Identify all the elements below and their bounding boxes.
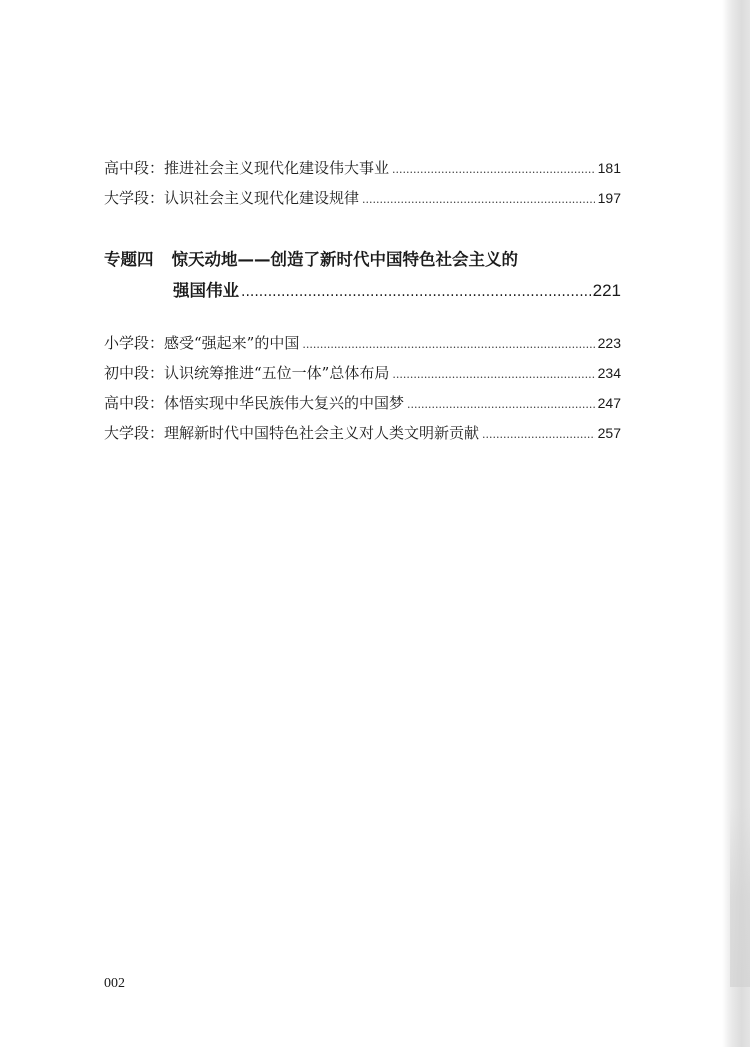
- page-edge-decoration: [730, 807, 750, 987]
- topic-title-line2: 强国伟业: [173, 281, 239, 300]
- toc-leader-dots: [407, 396, 595, 414]
- toc-entry-page: 223: [597, 335, 621, 351]
- topic-title-line1: 惊天动地——创造了新时代中国特色社会主义的: [171, 250, 518, 269]
- toc-entry[interactable]: [104, 422, 621, 444]
- toc-leader-dots: [392, 161, 595, 179]
- toc-entry-label: 初中段：认识统筹推进“五位一体”总体布局: [104, 364, 390, 382]
- toc-entry-page: 181: [597, 160, 621, 176]
- toc-leader-dots: [241, 282, 591, 302]
- topic-number: 专题四: [104, 250, 154, 269]
- toc-entry[interactable]: [104, 362, 621, 384]
- toc-entry[interactable]: [104, 392, 621, 414]
- toc-leader-dots: [482, 426, 595, 444]
- toc-leader-dots: [302, 336, 594, 354]
- topic-page: 221: [592, 281, 621, 300]
- toc-entry-label: 大学段：认识社会主义现代化建设规律: [104, 189, 360, 207]
- toc-entry-page: 197: [597, 190, 621, 206]
- topic-heading-continuation[interactable]: [173, 277, 621, 301]
- topic-heading[interactable]: [104, 246, 518, 270]
- toc-entry[interactable]: [104, 157, 621, 179]
- toc-entry-label: 小学段：感受“强起来”的中国: [104, 334, 300, 352]
- toc-entry-label: 大学段：理解新时代中国特色社会主义对人类文明新贡献: [104, 424, 480, 442]
- page-edge-shadow: [722, 0, 750, 1047]
- toc-entry-page: 247: [597, 395, 621, 411]
- toc-entry-page: 257: [597, 425, 621, 441]
- toc-entry-page: 234: [597, 365, 621, 381]
- toc-leader-dots: [392, 366, 594, 384]
- toc-entry-label: 高中段：体悟实现中华民族伟大复兴的中国梦: [104, 394, 405, 412]
- toc-entry[interactable]: [104, 332, 621, 354]
- page-number: 002: [104, 976, 125, 991]
- toc-entry[interactable]: [104, 187, 621, 209]
- toc-entry-label: 高中段：推进社会主义现代化建设伟大事业: [104, 159, 390, 177]
- toc-leader-dots: [362, 191, 595, 209]
